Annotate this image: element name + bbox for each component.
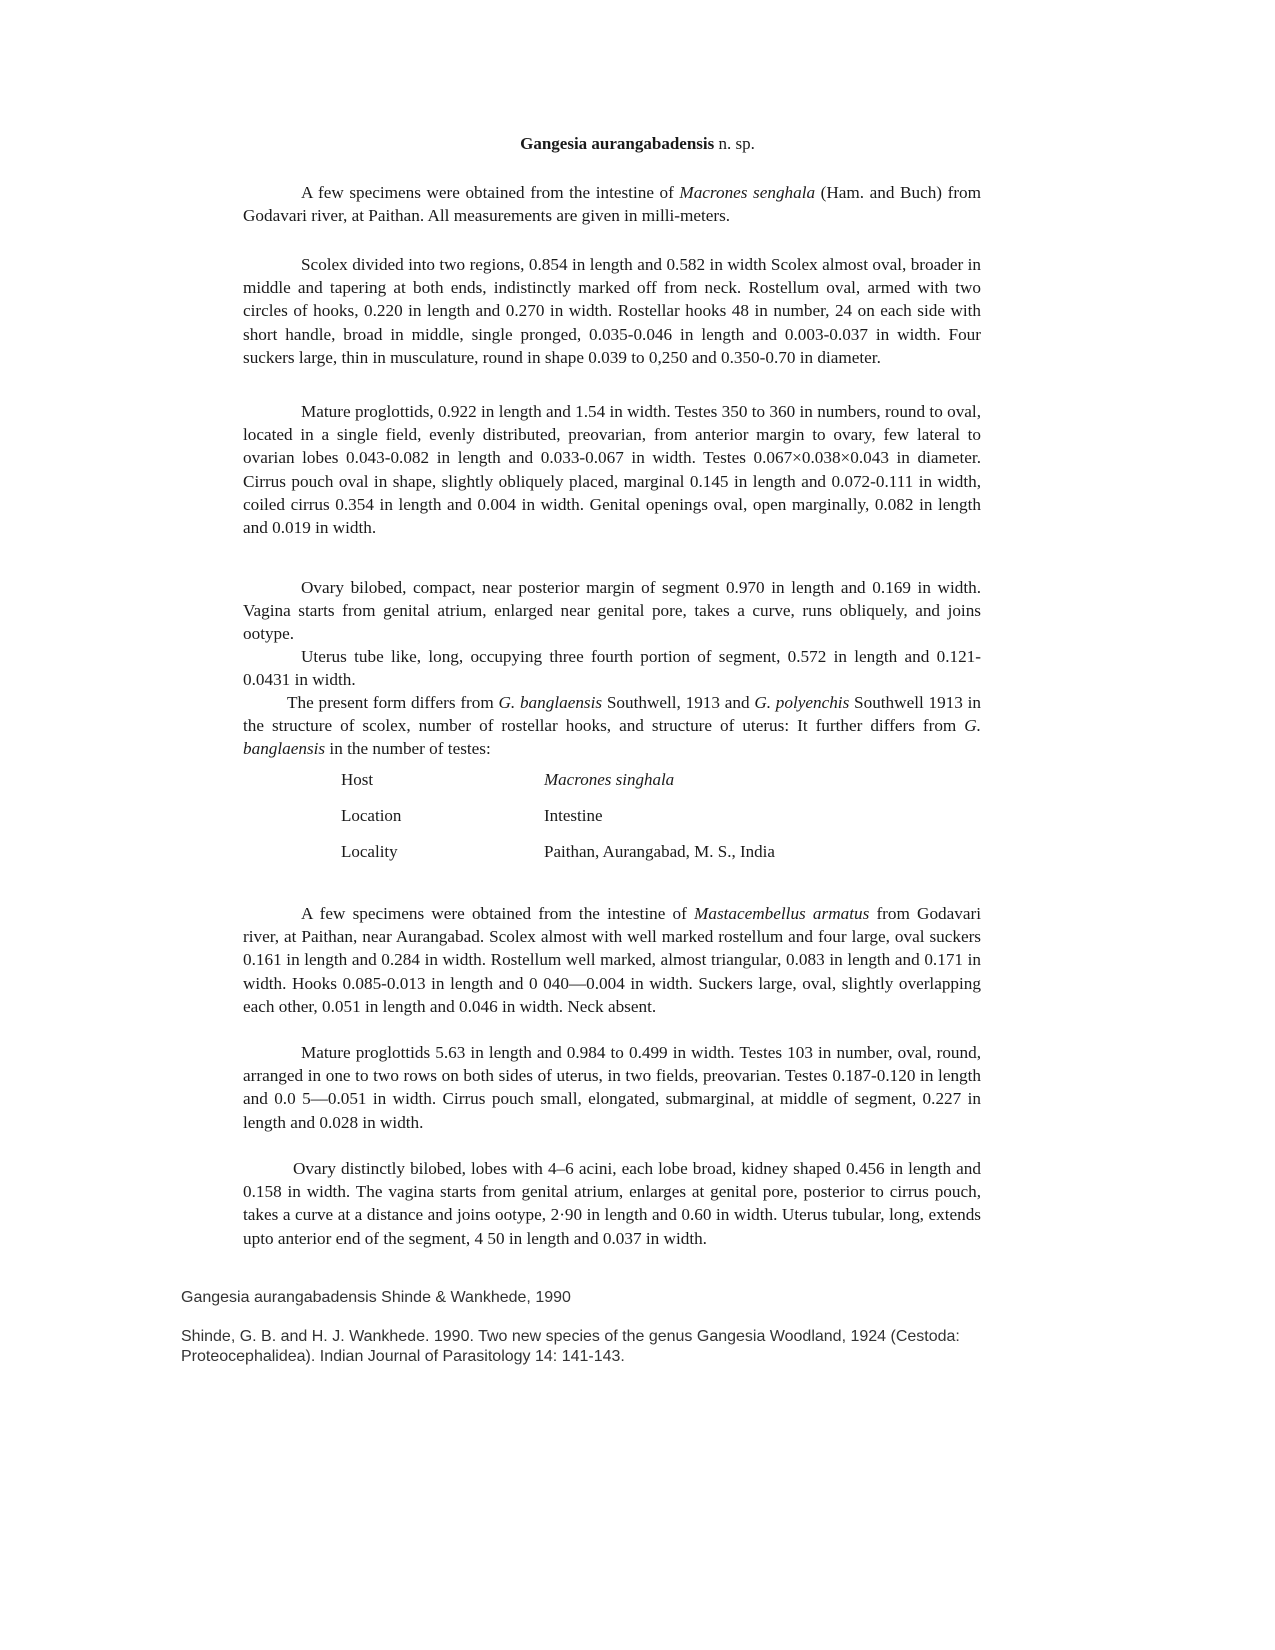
host-name: Mastacembellus armatus xyxy=(694,904,870,923)
text: The present form differs from xyxy=(287,693,499,712)
paragraph-uterus: Uterus tube like, long, occupying three fourth portion of segment, 0.572 in length and 0.121-0.0431 in width. xyxy=(243,647,981,690)
text: A few specimens were obtained from the intestine of xyxy=(301,904,695,923)
row-value: Paithan, Aurangabad, M. S., India xyxy=(544,842,775,861)
row-value: Macrones singhala xyxy=(544,770,675,789)
table-row xyxy=(341,770,775,806)
text: A few specimens were obtained from the intestine of xyxy=(301,183,680,202)
paragraph-scolex: Scolex divided into two regions, 0.854 in length and 0.582 in width Scolex almost oval, broader in middle and tapering at both ends, indistinctly marked off from neck. Rostellum oval, armed with two circles of hooks, 0.220 in length and 0.270 in width. Rostellar hooks 48 in number, 24 on each side with short handle, broad in middle, single pronged, 0.035-0.046 in length and 0.003-0.037 in width. Four suckers large, thin in musculature, round in shape 0.039 to 0,250 and 0.350-0.70 in diameter. xyxy=(243,255,981,367)
species-title xyxy=(0,134,1275,154)
host-table xyxy=(341,770,775,878)
paragraph-second-ovary: Ovary distinctly bilobed, lobes with 4–6 acini, each lobe broad, kidney shaped 0.456 in length and 0.158 in width. The vagina starts from genital atrium, enlarges at genital pore, posterior to cirrus pouch, takes a curve at a distance and joins ootype, 2·90 in length and 0.60 in width. Uterus tubular, long, extends upto anterior end of the segment, 4 50 in length and 0.037 in width. xyxy=(243,1159,981,1248)
row-key: Location xyxy=(341,806,402,825)
species-ref: G. polyenchis xyxy=(754,693,850,712)
text: (Ham. and Buch) from Godavari river, at Paithan. All measurements are given in milli-meters. xyxy=(243,183,982,226)
species-ref: G. banglaensis xyxy=(243,716,981,759)
paragraph-second-species xyxy=(243,902,981,1018)
table-row xyxy=(341,842,775,878)
row-key: Host xyxy=(341,770,374,789)
text: Southwell, 1913 and xyxy=(602,693,755,712)
citation: Shinde, G. B. and H. J. Wankhede. 1990. Two new species of the genus Gangesia Woodland, 1924 (Cestoda: Proteocephalidea). Indian Journal of Parasitology 14: 141-143. xyxy=(181,1328,960,1365)
paragraph-ovary: Ovary bilobed, compact, near posterior margin of segment 0.970 in length and 0.169 in width. Vagina starts from genital atrium, enlarged near genital pore, takes a curve, runs obliquely, and joins ootype. xyxy=(243,578,981,644)
caption: Gangesia aurangabadensis Shinde & Wankhede, 1990 xyxy=(181,1289,571,1306)
paragraph-proglottids: Mature proglottids, 0.922 in length and 1.54 in width. Testes 350 to 360 in numbers, round to oval, located in a single field, evenly distributed, preovarian, from anterior margin to ovary, few lateral to ovarian lobes 0.043-0.082 in length and 0.033-0.067 in width. Testes 0.067×0.038×0.043 in diameter. Cirrus pouch oval in shape, slightly obliquely placed, marginal 0.145 in length and 0.072-0.111 in width, coiled cirrus 0.354 in length and 0.004 in width. Genital openings oval, open marginally, 0.082 in length and 0.019 in width. xyxy=(243,402,981,538)
species-name: Gangesia aurangabadensis xyxy=(520,134,715,153)
text: Southwell 1913 in the structure of scolex, number of rostellar hooks, and structure of uterus: It further differs from xyxy=(243,693,981,736)
row-value: Intestine xyxy=(544,806,603,825)
paragraph-intro xyxy=(243,181,981,227)
text: from Godavari river, at Paithan, near Aurangabad. Scolex almost with well marked rostellum and four large, oval suckers 0.161 in length and 0.284 in width. Rostellum well marked, almost triangular, 0.083 in length and 0.171 in width. Hooks 0.085-0.013 in length and 0 040—0.004 in width. Suckers large, oval, slightly overlapping each other, 0.051 in length and 0.046 in width. Neck absent. xyxy=(243,904,981,1016)
paragraph-second-proglottids: Mature proglottids 5.63 in length and 0.984 to 0.499 in width. Testes 103 in number, oval, round, arranged in one to two rows on both sides of uterus, in two fields, preovarian. Testes 0.187-0.120 in length and 0.0 5—0.051 in width. Cirrus pouch small, elongated, submarginal, at middle of segment, 0.227 in length and 0.028 in width. xyxy=(243,1043,981,1132)
species-ref: G. banglaensis xyxy=(498,693,603,712)
text: in the number of testes: xyxy=(325,739,491,759)
host-name: Macrones senghala xyxy=(679,183,816,202)
paragraph-differences xyxy=(243,691,981,761)
table-row xyxy=(341,806,775,842)
row-key: Locality xyxy=(341,842,398,861)
species-suffix: n. sp. xyxy=(714,134,755,153)
